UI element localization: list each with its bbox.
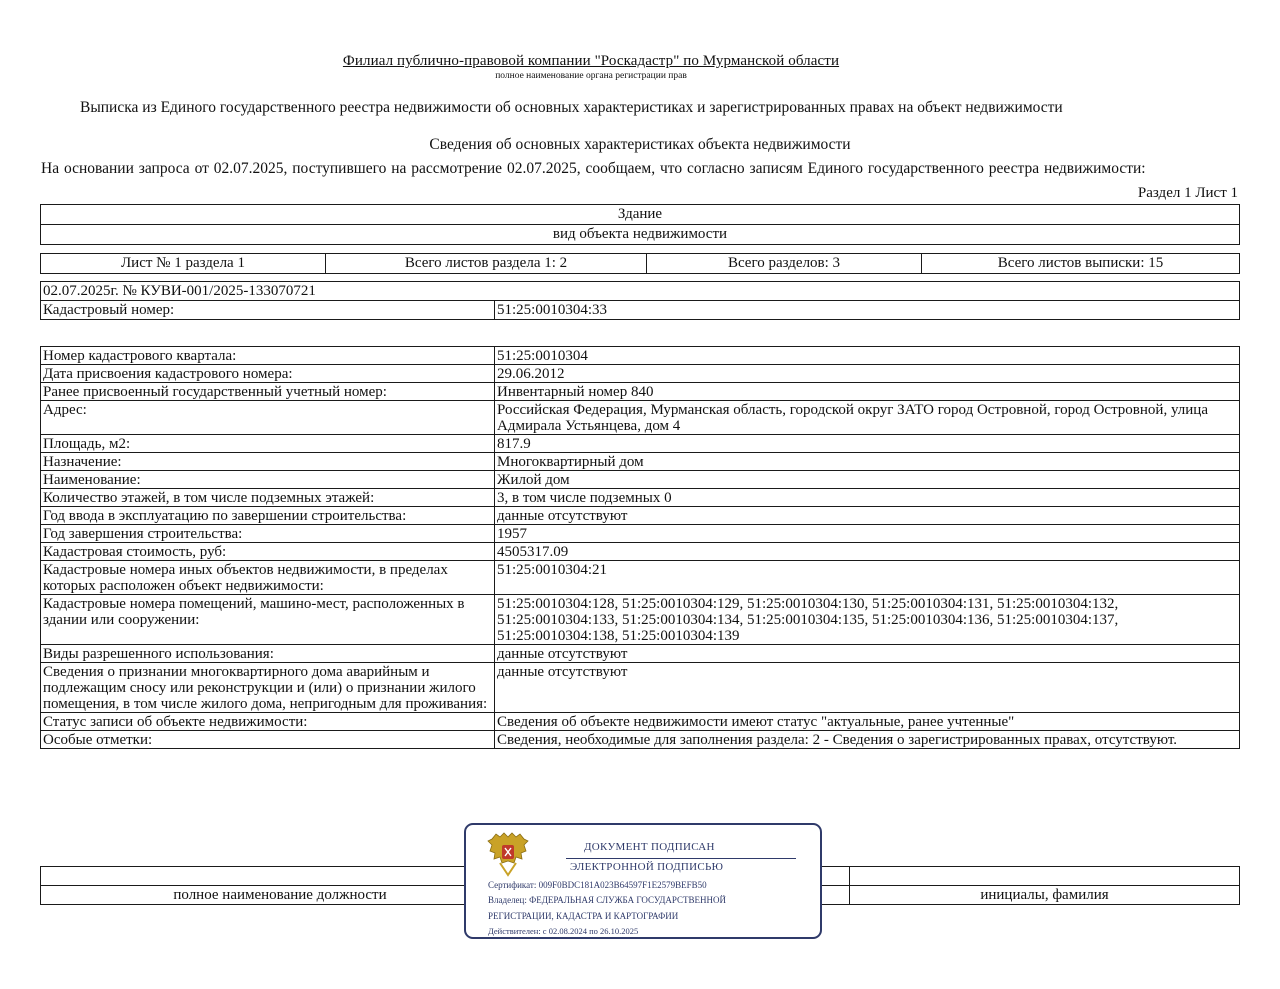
characteristic-value: Сведения об объекте недвижимости имеют статус "актуальные, ранее учтенные" — [495, 713, 1240, 731]
cadastral-number-label: Кадастровый номер: — [41, 301, 495, 320]
characteristic-label: Год завершения строительства: — [41, 525, 495, 543]
characteristic-value: 3, в том числе подземных 0 — [495, 489, 1240, 507]
characteristic-label: Сведения о признании многоквартирного дома аварийным и подлежащим сносу или реконструкции и (или) о признании жилого помещения, в том числе жилого дома, непригодным для проживания: — [41, 663, 495, 713]
characteristic-value: Сведения, необходимые для заполнения раздела: 2 - Сведения о зарегистрированных правах, отсутствуют. — [495, 731, 1240, 749]
request-text: На основании запроса от 02.07.2025, поступившего на рассмотрение 02.07.2025, сообщаем, что согласно записям Единого государственного реестра недвижимости: — [41, 160, 1146, 177]
extract-title: Выписка из Единого государственного реестра недвижимости об основных характеристиках и зарегистрированных правах на объект недвижимости — [80, 99, 1063, 116]
characteristic-label: Особые отметки: — [41, 731, 495, 749]
characteristic-row — [41, 713, 1240, 731]
registration-table — [40, 281, 1240, 320]
characteristic-row — [41, 731, 1240, 749]
characteristic-value: 51:25:0010304 — [495, 347, 1240, 365]
characteristic-label: Кадастровые номера помещений, машино-мест, расположенных в здании или сооружении: — [41, 595, 495, 645]
electronic-signature-stamp — [464, 823, 822, 939]
characteristic-value: 1957 — [495, 525, 1240, 543]
characteristic-value: Инвентарный номер 840 — [495, 383, 1240, 401]
stamp-divider — [566, 858, 796, 859]
characteristic-row — [41, 435, 1240, 453]
characteristic-label: Статус записи об объекте недвижимости: — [41, 713, 495, 731]
characteristic-value: Жилой дом — [495, 471, 1240, 489]
registration-number: 02.07.2025г. № КУВИ-001/2025-133070721 — [41, 282, 1240, 301]
characteristic-row — [41, 663, 1240, 713]
characteristic-value: 51:25:0010304:21 — [495, 561, 1240, 595]
characteristic-label: Кадастровая стоимость, руб: — [41, 543, 495, 561]
initials-cell — [850, 867, 1240, 886]
characteristic-value: 817.9 — [495, 435, 1240, 453]
characteristic-row — [41, 595, 1240, 645]
stamp-certificate: Сертификат: 009F0BDC181A023B64597F1E2579BEFB50 — [488, 880, 707, 890]
characteristic-row — [41, 401, 1240, 435]
stamp-validity: Действителен: с 02.08.2024 по 26.10.2025 — [488, 926, 639, 936]
stamp-line-2: ЭЛЕКТРОННОЙ ПОДПИСЬЮ — [570, 861, 724, 873]
characteristic-row — [41, 645, 1240, 663]
characteristic-row — [41, 453, 1240, 471]
characteristic-row — [41, 543, 1240, 561]
initials-caption: инициалы, фамилия — [850, 886, 1240, 905]
characteristic-label: Виды разрешенного использования: — [41, 645, 495, 663]
characteristic-value: 4505317.09 — [495, 543, 1240, 561]
total-extract-sheets: Всего листов выписки: 15 — [922, 254, 1240, 274]
characteristic-value: Многоквартирный дом — [495, 453, 1240, 471]
characteristic-label: Наименование: — [41, 471, 495, 489]
characteristic-value: данные отсутствуют — [495, 507, 1240, 525]
characteristic-label: Год ввода в эксплуатацию по завершении строительства: — [41, 507, 495, 525]
characteristic-value: данные отсутствуют — [495, 663, 1240, 713]
position-cell — [41, 867, 520, 886]
stamp-owner: Владелец: ФЕДЕРАЛЬНАЯ СЛУЖБА ГОСУДАРСТВЕННОЙ — [488, 895, 727, 905]
characteristic-label: Количество этажей, в том числе подземных этажей: — [41, 489, 495, 507]
characteristic-row — [41, 561, 1240, 595]
characteristic-value: 29.06.2012 — [495, 365, 1240, 383]
characteristic-row — [41, 365, 1240, 383]
section-title: Сведения об основных характеристиках объекта недвижимости — [429, 136, 851, 153]
characteristics-table — [40, 346, 1240, 749]
total-sections: Всего разделов: 3 — [647, 254, 922, 274]
organization-caption: полное наименование органа регистрации прав — [495, 71, 687, 81]
position-caption: полное наименование должности — [41, 886, 520, 905]
characteristic-value: данные отсутствуют — [495, 645, 1240, 663]
characteristic-row — [41, 383, 1240, 401]
characteristic-label: Площадь, м2: — [41, 435, 495, 453]
cadastral-number-value: 51:25:0010304:33 — [495, 301, 1240, 320]
object-type-caption: вид объекта недвижимости — [41, 225, 1240, 245]
organization-name: Филиал публично-правовой компании "Роскадастр" по Мурманской области — [342, 53, 840, 69]
sheet-number: Лист № 1 раздела 1 — [41, 254, 326, 274]
characteristic-row — [41, 489, 1240, 507]
characteristic-label: Ранее присвоенный государственный учетный номер: — [41, 383, 495, 401]
stamp-owner-continued: РЕГИСТРАЦИИ, КАДАСТРА И КАРТОГРАФИИ — [488, 911, 679, 921]
characteristic-row — [41, 525, 1240, 543]
characteristic-label: Назначение: — [41, 453, 495, 471]
characteristic-row — [41, 507, 1240, 525]
characteristic-label: Адрес: — [41, 401, 495, 435]
characteristic-label: Номер кадастрового квартала: — [41, 347, 495, 365]
sheets-table — [40, 253, 1240, 274]
total-section-sheets: Всего листов раздела 1: 2 — [326, 254, 647, 274]
characteristic-label: Дата присвоения кадастрового номера: — [41, 365, 495, 383]
characteristic-row — [41, 347, 1240, 365]
section-sheet-label: Раздел 1 Лист 1 — [1137, 185, 1238, 201]
characteristic-row — [41, 471, 1240, 489]
object-type-table — [40, 204, 1240, 245]
characteristic-label: Кадастровые номера иных объектов недвижимости, в пределах которых расположен объект недвижимости: — [41, 561, 495, 595]
object-type: Здание — [41, 205, 1240, 225]
characteristic-value: Российская Федерация, Мурманская область, городской округ ЗАТО город Островной, город Островной, улица Адмирала Устьянцева, дом 4 — [495, 401, 1240, 435]
double-headed-eagle-emblem-icon — [486, 831, 530, 877]
characteristic-value: 51:25:0010304:128, 51:25:0010304:129, 51:25:0010304:130, 51:25:0010304:131, 51:25:0010304:132, 51:25:0010304:133, 51:25:0010304:134, 51:25:0010304:135, 51:25:0010304:136, 51:25:0010304:137, 51:25:0010304:138, 51:25:0010304:139 — [495, 595, 1240, 645]
stamp-line-1: ДОКУМЕНТ ПОДПИСАН — [584, 841, 715, 853]
